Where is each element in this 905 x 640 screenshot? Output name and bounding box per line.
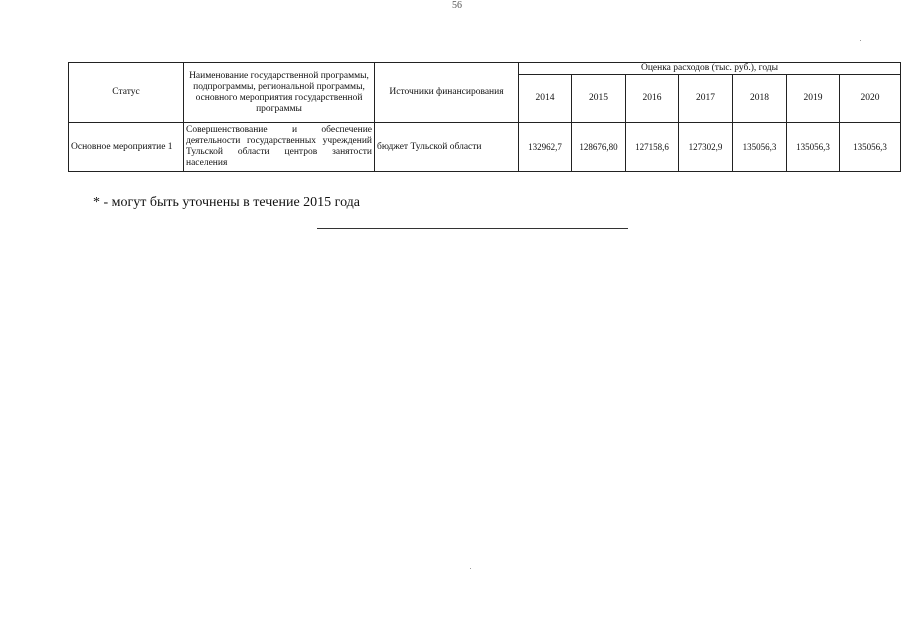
value-2016: 127158,6 [626,123,679,172]
header-year: 2017 [679,75,733,123]
expenditure-table [68,62,901,172]
row-program-name: Совершенствование и обеспечение деятельности государственных учреждений Тульской области центров занятости населения [184,123,375,172]
header-year: 2020 [840,75,901,123]
scan-speck [860,40,861,41]
header-status: Статус [69,63,184,123]
value-2014: 132962,7 [519,123,572,172]
value-2015: 128676,80 [572,123,626,172]
header-year: 2016 [626,75,679,123]
header-year: 2018 [733,75,787,123]
value-2018: 135056,3 [733,123,787,172]
header-program-name: Наименование государственной программы, подпрограммы, региональной программы, основного мероприятия государственной программы [184,63,375,123]
divider-line [317,228,628,229]
header-year: 2019 [787,75,840,123]
scan-speck [470,568,471,569]
row-funding-source: бюджет Тульской области [375,123,519,172]
footnote: * - могут быть уточнены в течение 2015 года [93,195,361,210]
value-2020: 135056,3 [840,123,901,172]
row-status: Основное мероприятие 1 [69,123,184,172]
header-year: 2015 [572,75,626,123]
value-2019: 135056,3 [787,123,840,172]
header-funding-source: Источники финансирования [375,63,519,123]
header-cost-estimate: Оценка расходов (тыс. руб.), годы [519,63,901,75]
page-number: 56 [452,0,462,11]
header-year: 2014 [519,75,572,123]
table-row [69,123,901,172]
value-2017: 127302,9 [679,123,733,172]
